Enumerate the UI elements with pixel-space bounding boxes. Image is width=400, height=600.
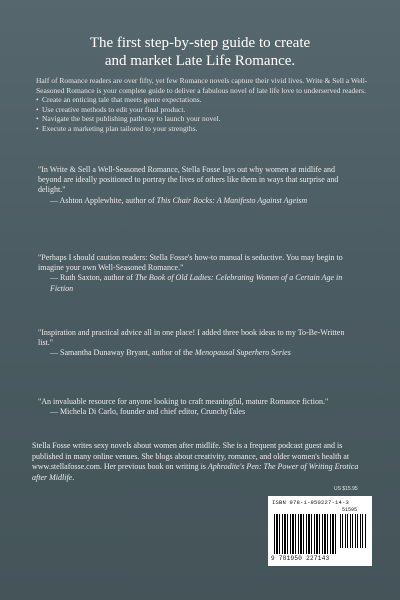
quote-author: — Ruth Saxton, author of <box>50 273 135 283</box>
addon-barcode-bars <box>340 514 366 548</box>
bio-text: Stella Fosse writes sexy novels about women after midlife. She is a frequent podcast guest and is published in many online venues. She blogs about creativity, romance, and older women's health at www.stellafosse.com. Her previous book on writing is <box>32 441 350 471</box>
quote-attribution <box>38 196 358 206</box>
price-label: US $15.95 <box>334 486 358 492</box>
benefit-item: • Create an enticing tale that meets genre expectations. <box>36 95 370 105</box>
quote-author: — Ashton Applewhite, author of <box>50 195 157 205</box>
quote-text: "In Write & Sell a Well-Seasoned Romance, Stella Fosse lays out why women at midlife and beyond are ideally positioned to portray the lives of others like them in ways that surprise and delight." <box>38 165 339 195</box>
isbn-label: ISBN 978-1-950227-14-3 <box>272 499 350 506</box>
quote-work: Menopausal Superhero Series <box>194 348 291 358</box>
endorsement-quote <box>38 165 358 206</box>
barcode-bars <box>274 514 336 554</box>
benefit-item: • Navigate the best publishing pathway to launch your novel. <box>36 114 370 124</box>
headline-line-2: and market Late Life Romance. <box>104 53 296 69</box>
endorsement-quote <box>38 253 358 294</box>
barcode-digits: 9 781950 227143 <box>271 555 330 562</box>
endorsement-quote <box>38 397 358 417</box>
isbn-barcode <box>268 496 372 566</box>
bio-previous-book: Aphrodite's Pen: The Power of Writing Erotica after Midlife <box>32 462 359 482</box>
quote-author: — Samantha Dunaway Bryant, author of the <box>50 348 195 358</box>
quote-work: This Chair Rocks: A Manifesto Against Ageism <box>156 195 308 205</box>
addon-digits: 51595 <box>342 507 358 513</box>
quote-attribution <box>38 273 358 293</box>
quote-author: — Michela Di Carlo, founder and chief editor, CrunchyTales <box>50 407 246 417</box>
quote-work: The Book of Old Ladies: Celebrating Women of a Certain Age in Fiction <box>50 273 343 293</box>
intro-section <box>36 76 370 134</box>
quote-attribution <box>38 348 358 358</box>
intro-paragraph: Half of Romance readers are over fifty, yet few Romance novels capture their vivid lives. Write & Sell a Well-Seasoned Romance is your complete guide to deliver a fabulous novel of late life love to underserved readers. <box>36 76 368 95</box>
benefit-list <box>36 95 370 133</box>
quote-text: "An invaluable resource for anyone looking to craft meaningful, mature Romance fiction." <box>38 397 329 406</box>
endorsement-quote <box>38 328 358 359</box>
benefit-item: • Execute a marketing plan tailored to your strengths. <box>36 124 370 134</box>
quote-text: "Inspiration and practical advice all in one place! I added three book ideas to my To-Be-Written list." <box>38 328 345 348</box>
quote-attribution <box>38 407 358 417</box>
bio-end: . <box>72 472 75 482</box>
author-bio <box>32 441 372 483</box>
quote-text: "Perhaps I should caution readers: Stella Fosse's how-to manual is seductive. You may begin to imagine your own Well-Seasoned Romance." <box>38 253 343 273</box>
headline-line-1: The first step-by-step guide to create <box>89 35 311 51</box>
headline <box>40 34 360 70</box>
benefit-item: • Use creative methods to edit your final product. <box>36 105 370 115</box>
